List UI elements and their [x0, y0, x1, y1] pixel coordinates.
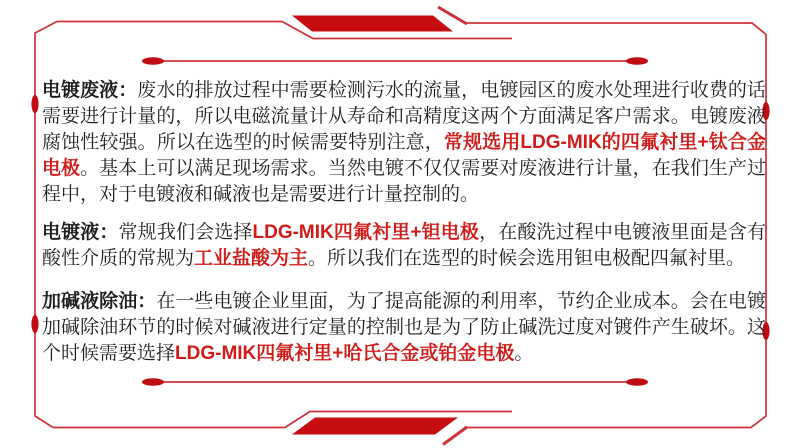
text-run-normal: 。所以我们在选型的时候会选用钽电极配四氟衬里。 [308, 248, 746, 269]
para-plating-liquid [42, 220, 766, 272]
divider-endpoint-dot-icon [626, 57, 648, 65]
divider-endpoint-dot-icon [142, 378, 164, 386]
text-run-normal: ，在酸洗过程中电镀液里面是含有酸性介质的常规为 [42, 222, 766, 269]
text-run-normal: 在一些电镀企业里面，为了提高能源的利用率，节约企业成本。会在电镀加碱除油环节的时候对碱液进行定量的控制也是为了防止碱洗过度对镀件产生破坏。这个时候需要选择 [42, 291, 766, 364]
divider-endpoint-dot-icon [142, 57, 164, 65]
top-thick-bar-icon [292, 16, 453, 32]
divider-endpoint-dot-icon [626, 378, 648, 386]
text-run-red: 常规选用LDG-MIK的四氟衬里+钛合金电极 [42, 132, 766, 179]
text-run-red: LDG-MIK四氟衬里+钽电极 [252, 222, 480, 243]
text-run-red: 工业盐酸为主 [194, 248, 309, 269]
bottom-thick-bar-icon [292, 418, 458, 435]
para-waste-liquid [42, 78, 766, 208]
top-accent-slash-icon [438, 7, 467, 24]
bottom-accent-slash-icon [443, 427, 467, 445]
text-run-normal: 废水的排放过程中需要检测污水的流量，电镀园区的废水处理进行收费的话需要进行计量的，所以电磁流量计从寿命和高精度这两个方面满足客户需求。电镀废液腐蚀性较强。所以在选型的时候需要特别注意， [42, 80, 766, 153]
text-run-red: LDG-MIK四氟衬里+哈氏合金或铂金电极 [175, 343, 515, 364]
inner-divider-top [142, 57, 648, 65]
para-alkali-degreasing [42, 289, 766, 367]
text-run-label: 电镀废液： [42, 80, 138, 101]
text-run-label: 加碱液除油： [42, 291, 157, 312]
text-run-label: 电镀液： [42, 222, 119, 243]
border-droplet-icon [31, 315, 38, 333]
body-text [42, 78, 766, 367]
text-run-normal: 常规我们会选择 [118, 222, 253, 243]
border-droplet-icon [31, 95, 38, 113]
inner-divider-bottom [142, 378, 648, 386]
text-run-normal: 。 [514, 343, 534, 364]
text-run-normal: 。基本上可以满足现场需求。当然电镀不仅仅需要对废液进行计量，在我们生产过程中，对于电镀液和碱液也是需要进行计量控制的。 [42, 158, 766, 205]
